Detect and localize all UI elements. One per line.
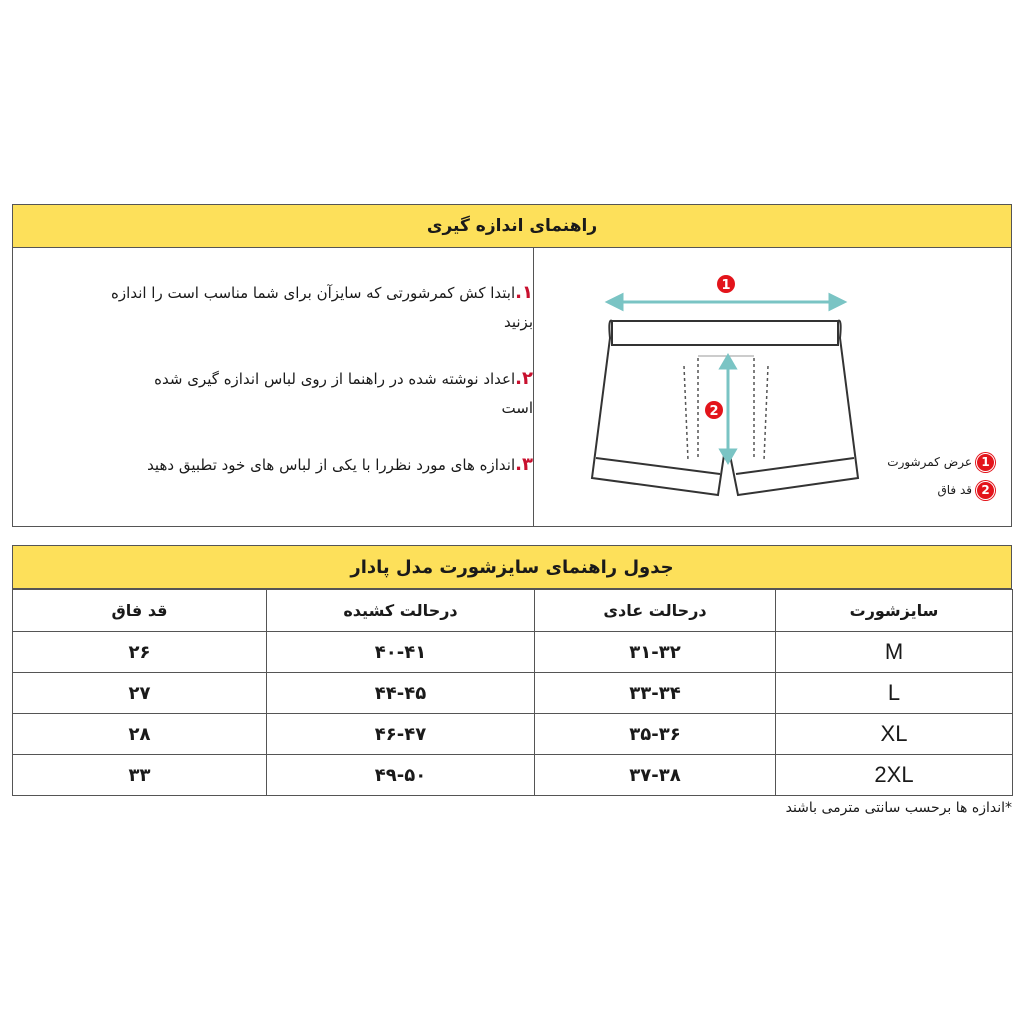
cell-size: 2XL — [776, 755, 1013, 796]
step-1-number: ۱. — [515, 282, 533, 303]
boxer-shorts-illustration — [592, 321, 858, 495]
header-normal: درحالت عادی — [535, 590, 776, 632]
header-rise: قد فاق — [13, 590, 267, 632]
table-row — [13, 714, 1013, 755]
cell-normal: ۳۷-۳۸ — [535, 755, 776, 796]
step-1-text: ابتدا کش کمرشورتی که سایزآن برای شما مناسب است را اندازه بزنید — [111, 284, 533, 331]
legend-item-rise — [887, 476, 995, 504]
table-row — [13, 755, 1013, 796]
header-size: سایزشورت — [776, 590, 1013, 632]
cell-rise: ۲۷ — [13, 673, 267, 714]
cell-normal: ۳۳-۳۴ — [535, 673, 776, 714]
measurement-guide — [12, 204, 1012, 527]
header-stretched: درحالت کشیده — [267, 590, 535, 632]
legend-label-waist: عرض کمرشورت — [887, 455, 972, 469]
guide-divider — [533, 248, 534, 526]
svg-text:1: 1 — [721, 278, 731, 293]
table-header-row — [13, 590, 1013, 632]
step-2-text: اعداد نوشته شده در راهنما از روی لباس اندازه گیری شده است — [154, 370, 533, 417]
step-2-number: ۲. — [515, 368, 533, 389]
legend-marker-1: 1 — [976, 453, 995, 472]
waist-width-arrow — [608, 295, 844, 309]
step-3-text: اندازه های مورد نظررا با یکی از لباس های خود تطبیق دهید — [147, 456, 516, 474]
cell-normal: ۳۵-۳۶ — [535, 714, 776, 755]
cell-rise: ۲۸ — [13, 714, 267, 755]
cell-normal: ۳۱-۳۲ — [535, 632, 776, 673]
legend-marker-2: 2 — [976, 481, 995, 500]
marker-1 — [717, 275, 735, 293]
step-1 — [93, 278, 533, 337]
cell-size: M — [776, 632, 1013, 673]
cell-size: L — [776, 673, 1013, 714]
legend-label-rise: قد فاق — [937, 483, 972, 497]
diagram-legend — [887, 448, 995, 504]
step-3 — [53, 450, 533, 480]
cell-stretched: ۴۶-۴۷ — [267, 714, 535, 755]
cell-stretched: ۴۰-۴۱ — [267, 632, 535, 673]
size-table-section — [12, 545, 1012, 796]
units-note: *اندازه ها برحسب سانتی مترمی باشند — [785, 800, 1012, 816]
cell-stretched: ۴۹-۵۰ — [267, 755, 535, 796]
table-row — [13, 673, 1013, 714]
table-row — [13, 632, 1013, 673]
step-2 — [133, 364, 533, 423]
size-table — [12, 589, 1013, 796]
guide-title: راهنمای اندازه گیری — [13, 205, 1011, 248]
cell-rise: ۲۶ — [13, 632, 267, 673]
svg-text:2: 2 — [709, 404, 719, 419]
size-table-title: جدول راهنمای سایزشورت مدل پادار — [12, 545, 1012, 589]
cell-size: XL — [776, 714, 1013, 755]
guide-body — [13, 248, 1011, 526]
marker-2 — [705, 401, 723, 419]
cell-rise: ۳۳ — [13, 755, 267, 796]
legend-item-waist — [887, 448, 995, 476]
step-3-number: ۳. — [515, 454, 533, 475]
cell-stretched: ۴۴-۴۵ — [267, 673, 535, 714]
